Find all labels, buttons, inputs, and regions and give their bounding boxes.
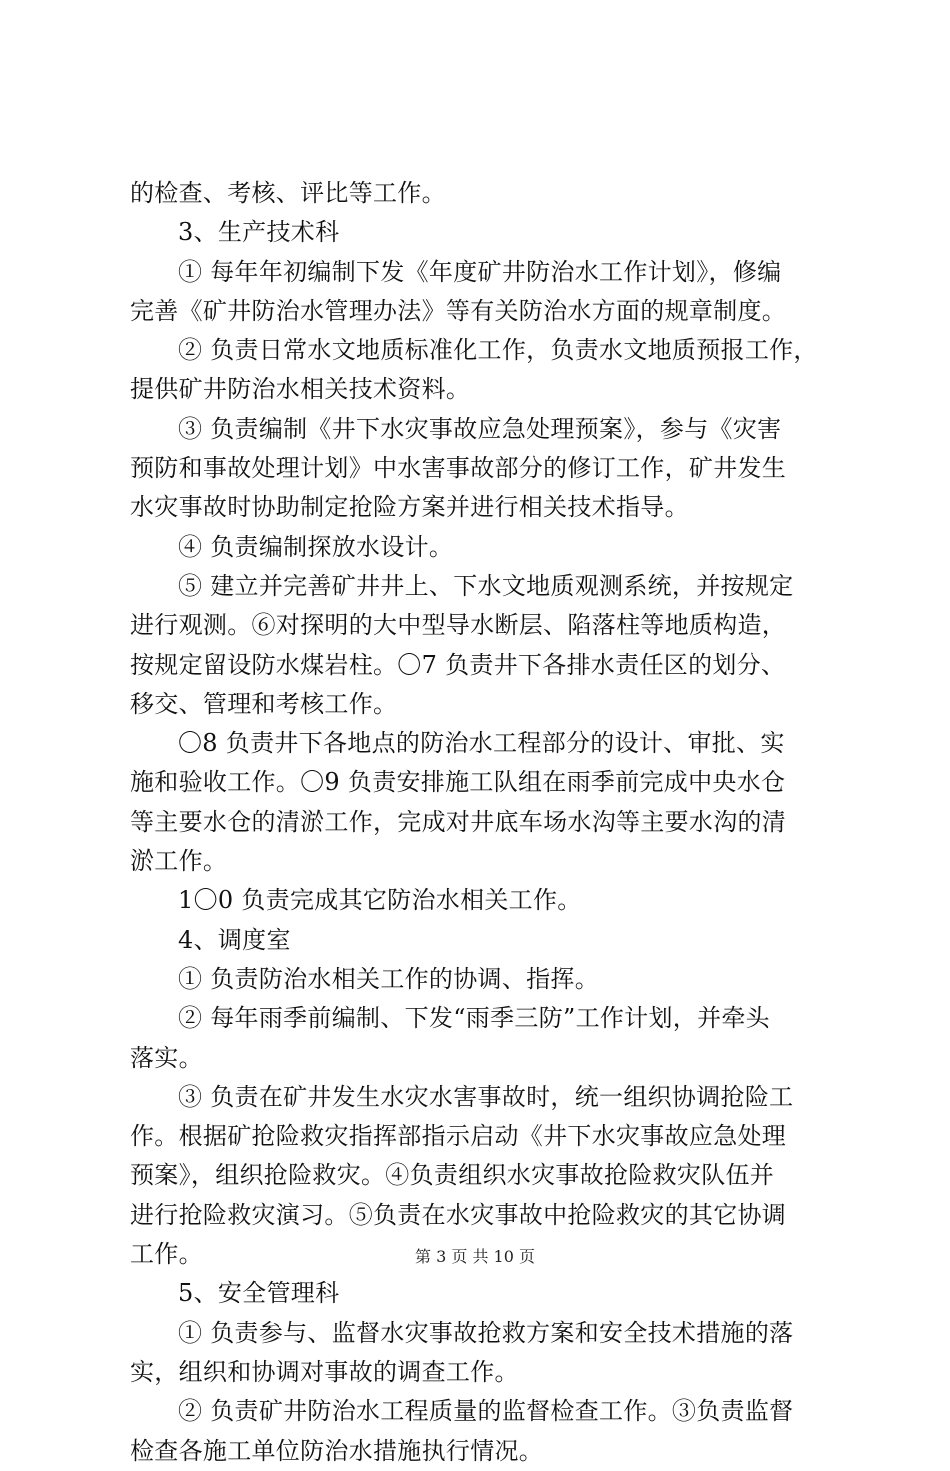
text-line: 等主要水仓的清淤工作，完成对井底车场水沟等主要水沟的清: [130, 807, 787, 836]
text-line: ② 负责矿井防治水工程质量的监督检查工作。③负责监督: [178, 1397, 794, 1426]
text-line: 移交、管理和考核工作。: [130, 689, 398, 718]
page-footer: 第 3 页 共 10 页: [415, 1247, 535, 1266]
text-line: 3、生产技术科: [178, 218, 340, 247]
text-line: 实，组织和协调对事故的调查工作。: [130, 1357, 519, 1386]
text-line: 的检查、考核、评比等工作。: [130, 179, 446, 207]
text-line: 淤工作。: [130, 847, 228, 876]
text-line: 预防和事故处理计划》中水害事故部分的修订工作，矿井发生: [130, 454, 787, 483]
text-line: 进行抢险救灾演习。⑤负责在水灾事故中抢险救灾的其它协调: [130, 1200, 787, 1229]
text-line: 1〇0 负责完成其它防治水相关工作。: [178, 886, 582, 915]
text-line: 水灾事故时协助制定抢险方案并进行相关技术指导。: [130, 493, 689, 522]
text-line: 预案》，组织抢险救灾。④负责组织水灾事故抢险救灾队伍并: [130, 1161, 775, 1190]
text-line: ④ 负责编制探放水设计。: [178, 532, 454, 561]
text-line: 5、安全管理科: [178, 1279, 340, 1308]
text-line: 检查各施工单位防治水措施执行情况。: [130, 1436, 544, 1465]
text-line: 工作。: [130, 1240, 203, 1269]
text-line: 完善《矿井防治水管理办法》等有关防治水方面的规章制度。: [130, 296, 787, 325]
text-line: 4、调度室: [178, 925, 291, 954]
text-line: ① 每年年初编制下发《年度矿井防治水工作计划》，修编: [178, 257, 782, 286]
text-line: 作。根据矿抢险救灾指挥部指示启动《井下水灾事故应急处理: [130, 1122, 787, 1151]
document-body: [130, 174, 835, 1471]
text-line: ② 每年雨季前编制、下发“雨季三防”工作计划，并牵头: [178, 1004, 770, 1033]
text-line: 按规定留设防水煤岩柱。〇7 负责井下各排水责任区的划分、: [130, 650, 786, 679]
text-line: 落实。: [130, 1043, 203, 1072]
text-line: 提供矿井防治水相关技术资料。: [130, 375, 471, 404]
text-line: ① 负责防治水相关工作的协调、指挥。: [178, 964, 600, 993]
text-line: ① 负责参与、监督水灾事故抢救方案和安全技术措施的落: [178, 1318, 794, 1347]
text-line: ② 负责日常水文地质标准化工作，负责水文地质预报工作，: [178, 336, 818, 365]
text-line: 〇8 负责井下各地点的防治水工程部分的设计、审批、实: [178, 729, 785, 758]
text-line: ③ 负责编制《井下水灾事故应急处理预案》，参与《灾害: [178, 414, 782, 443]
text-line: ③ 负责在矿井发生水灾水害事故时，统一组织协调抢险工: [178, 1082, 794, 1111]
text-line: 进行观测。⑥对探明的大中型导水断层、陷落柱等地质构造，: [130, 611, 787, 640]
text-line: 施和验收工作。〇9 负责安排施工队组在雨季前完成中央水仓: [130, 768, 786, 797]
text-line: ⑤ 建立并完善矿井井上、下水文地质观测系统，并按规定: [178, 571, 794, 600]
